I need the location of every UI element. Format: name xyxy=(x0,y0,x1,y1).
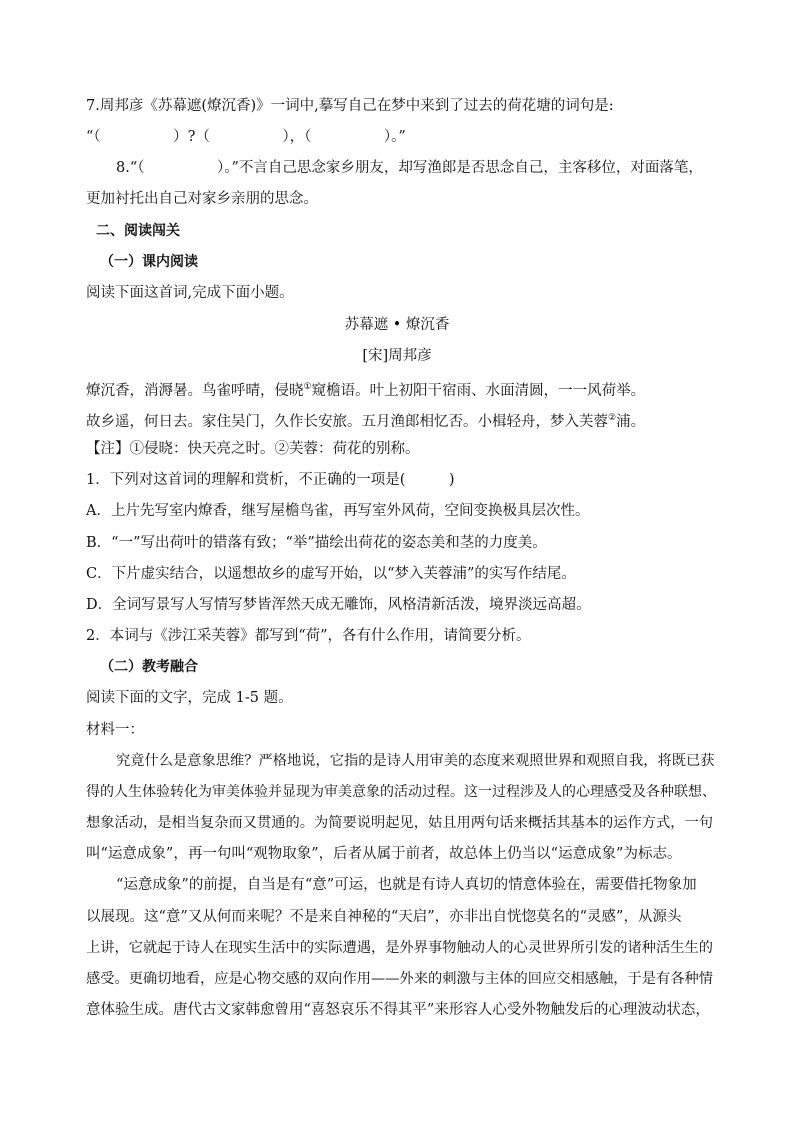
poem-author: [宋]周邦彦 xyxy=(362,348,432,364)
option-a: A．上片先写室内燎香，继写屋檐鸟雀，再写室外风荷，空间变换极具层次性。 xyxy=(86,503,590,519)
option-d: D．全词写景写人写情写梦皆浑然天成无雕饰，风格清新活泼，境界淡远高超。 xyxy=(86,597,591,613)
part-1-instruction: 阅读下面这首词,完成下面小题。 xyxy=(86,285,294,301)
poem-line-2-part-b: 浦。 xyxy=(616,413,646,430)
poem-line-1-part-b: 窥檐语。叶上初阳干宿雨、水面清圆，一一风荷举。 xyxy=(311,382,646,399)
paragraph-1-line: 想象活动，是相当复杂而又贯通的。为简要说明起见，姑且用两句话来概括其基本的运作方式，一句 xyxy=(86,815,714,831)
paragraph-2-line: 上讲，它就起于诗人在现实生活中的实际遭遇，是外界事物触动人的心灵世界所引发的诸种活生生的 xyxy=(86,940,714,956)
footnote-marker-2: ② xyxy=(608,413,617,423)
poem-line-1 xyxy=(86,377,722,401)
poem-line-1-part-a: 燎沉香，消溽暑。鸟雀呼晴，侵晓 xyxy=(86,382,304,399)
part-2-instruction: 阅读下面的文字，完成 1-5 题。 xyxy=(86,690,293,706)
poem-line-2 xyxy=(86,408,722,432)
poem-note: 【注】①侵晓：快天亮之时。②芙蓉：荷花的别称。 xyxy=(86,441,420,457)
paragraph-1-line: 究竟什么是意象思维？严格地说，它指的是诗人用审美的态度来观照世界和观照自我，将既已获 xyxy=(116,753,715,769)
question-8-line-1: 8.“（ ）。”不言自己思念家乡朋友，却写渔郎是否思念自己，主客移位，对面落笔， xyxy=(116,160,703,176)
question-7-line-1: 7.周邦彦《苏幕遮(燎沉香)》一词中,摹写自己在梦中来到了过去的荷花塘的词句是: xyxy=(86,98,614,114)
paragraph-2-line: 以展现。这“意”又从何而来呢？不是来自神秘的“天启”，亦非出自恍惚莫名的“灵感”，从源头 xyxy=(86,909,682,925)
part-1-title: （一）课内阅读 xyxy=(100,254,198,270)
question-7-line-2: “（ ）?（ ），（ ）。” xyxy=(86,129,406,145)
poem-line-2-part-a: 故乡遥，何日去。家住吴门，久作长安旅。五月渔郎相忆否。小楫轻舟，梦入芙蓉 xyxy=(86,413,608,430)
option-b: B．“一”写出荷叶的错落有致；“举”描绘出荷花的姿态美和茎的力度美。 xyxy=(86,535,547,551)
material-label: 材料一： xyxy=(86,722,144,738)
part-2-title: （二）教考融合 xyxy=(100,659,198,675)
paragraph-2-line: 感受。更确切地看，应是心物交感的双向作用——外来的刺激与主体的回应交相感触，于是有各种情 xyxy=(86,971,714,987)
paragraph-2-line: “运意成象”的前提，自当是有“意”可运，也就是有诗人真切的情意体验在，需要借托物象加 xyxy=(116,877,697,893)
paragraph-1-line: 得的人生体验转化为审美体验并显现为审美意象的活动过程。这一过程涉及人的心理感受及各种联想、 xyxy=(86,784,716,800)
poem-title: 苏幕遮 • 燎沉香 xyxy=(344,317,450,333)
paragraph-2-line: 意体验生成。唐代古文家韩愈曾用“喜怒哀乐不得其平”来形容人心受外物触发后的心理波动状态， xyxy=(86,1002,710,1018)
question-8-line-2: 更加衬托出自己对家乡亲朋的思念。 xyxy=(86,191,318,207)
section-title: 二、阅读闯关 xyxy=(96,223,180,239)
option-c: C．下片虚实结合，以遥想故乡的虚写开始，以“梦入芙蓉浦”的实写作结尾。 xyxy=(86,566,576,582)
question-2: 2．本词与《涉江采芙蓉》都写到“荷”，各有什么作用，请简要分析。 xyxy=(86,628,531,644)
question-1: 1．下列对这首词的理解和赏析，不正确的一项是( ) xyxy=(86,472,455,488)
footnote-marker-1: ① xyxy=(303,382,312,392)
paragraph-1-line: 叫“运意成象”，再一句叫“观物取象”，后者从属于前者，故总体上仍当以“运意成象”为标志。 xyxy=(86,846,682,862)
